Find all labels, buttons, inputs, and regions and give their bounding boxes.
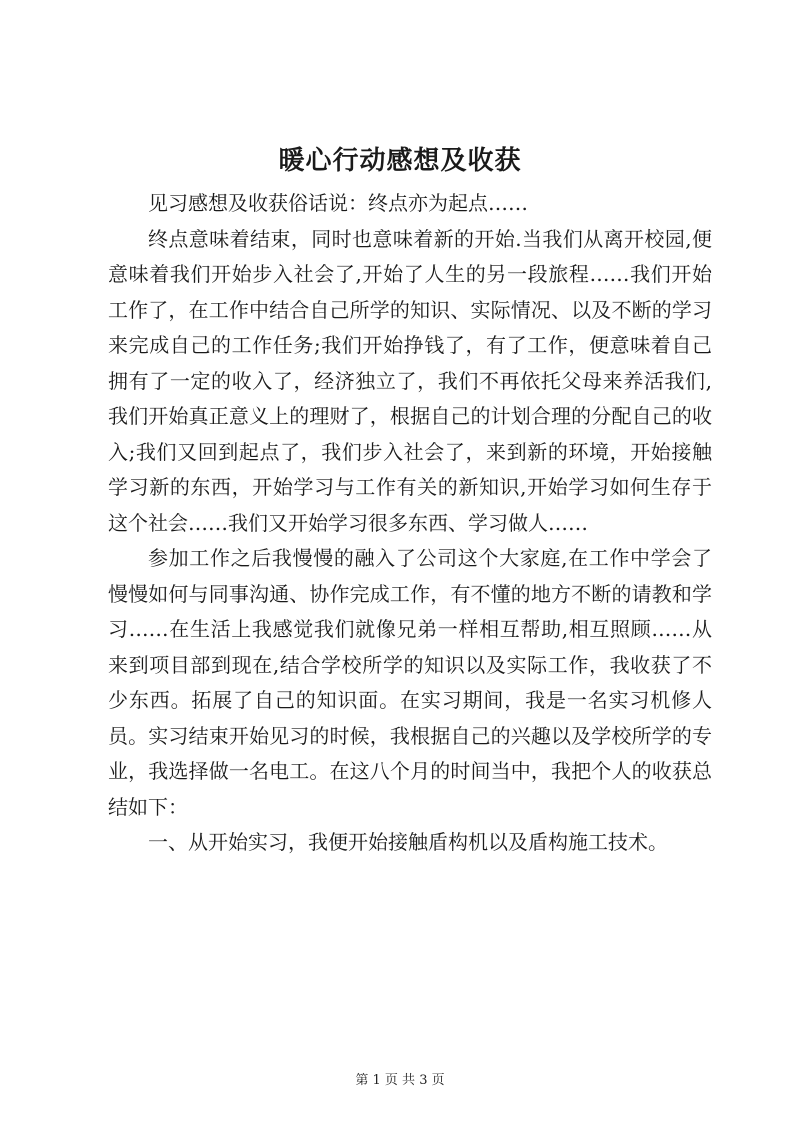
document-title: 暖心行动感想及收获: [278, 146, 522, 176]
paragraph-joining-company: 参加工作之后我慢慢的融入了公司这个大家庭,在工作中学会了慢慢如何与同事沟通、协作完成工作，有不懂的地方不断的请教和学习……在生活上我感觉我们就像兄弟一样相互帮助,相互照顾……从来到项目部到现在,结合学校所学的知识以及实际工作，我收获了不少东西。拓展了自己的知识面。在实习期间，我是一名实习机修人员。实习结束开始见习的时候，我根据自己的兴趣以及学校所学的专业，我选择做一名电工。在这八个月的时间当中，我把个人的收获总结如下：: [108, 546, 712, 819]
paragraph-intro: 见习感想及收获俗话说：终点亦为起点……: [148, 191, 528, 215]
paragraph-section-one: 一、从开始实习，我便开始接触盾构机以及盾构施工技术。: [148, 830, 668, 854]
document-body: [108, 186, 712, 861]
page-footer: 第 1 页 共 3 页: [355, 1073, 445, 1088]
paragraph-start-of-journey: 终点意味着结束，同时也意味着新的开始.当我们从离开校园,便意味着我们开始步入社会了,开始了人生的另一段旅程……我们开始工作了，在工作中结合自己所学的知识、实际情况、以及不断的学习来完成自己的工作任务;我们开始挣钱了，有了工作，便意味着自己拥有了一定的收入了，经济独立了，我们不再依托父母来养活我们,我们开始真正意义上的理财了，根据自己的计划合理的分配自己的收入;我们又回到起点了，我们步入社会了，来到新的环境，开始接触学习新的东西，开始学习与工作有关的新知识,开始学习如何生存于这个社会……我们又开始学习很多东西、学习做人……: [108, 226, 712, 535]
